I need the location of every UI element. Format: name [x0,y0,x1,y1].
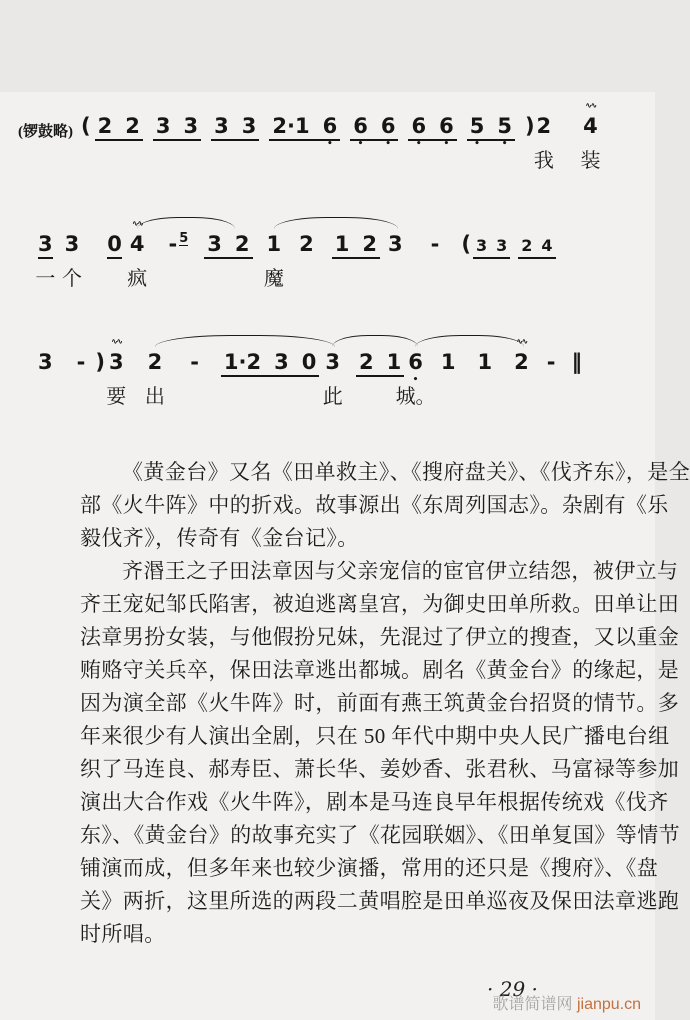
note-glyph: 0 [107,234,122,259]
note-glyph: 4 [541,236,553,255]
note-glyph: 3 [38,350,53,374]
percussion-cue-label: (锣鼓略) [18,124,73,140]
lyric-syllable: 疯 [127,268,148,290]
text-line: 织了马连良、郝寿臣、萧长华、姜妙香、张君秋、马富禄等参加 [80,757,680,781]
note-glyph: 6 [408,350,423,374]
watermark [493,991,642,1014]
watermark-site-url[interactable]: jianpu.cn [576,996,641,1013]
dash-note [190,352,199,373]
note-glyph: 1 [386,350,402,374]
note-glyph: 6 [380,114,396,138]
note [61,232,82,290]
note-glyph: ) [95,350,105,374]
dash-note [169,234,178,255]
watermark-site-name: 歌谱简谱网 [492,996,577,1013]
lyric-syllable: 我 [533,150,554,172]
note-glyph: 2 [359,350,374,374]
note [395,350,436,408]
final-barline [571,352,582,373]
text-line: 时所唱。 [80,922,166,946]
score-line-3 [0,328,655,436]
note-glyph: 6 [353,114,368,138]
beamed-note-group [467,114,515,149]
beam [221,352,319,377]
note [521,234,532,255]
text-line: 铺演而成，但多年来也较少演播，常用的还只是《搜府》、《盘 [80,856,659,880]
note-glyph: 2 [299,232,314,256]
beam [467,114,515,149]
note-glyph: 2 [97,114,113,138]
text-line: 《黄金台》又名《田单救主》、《搜府盘关》、《伐齐东》，是全 [122,460,690,484]
text-line: 齐湣王之子田法章因与父亲宠信的宦官伊立结怨，被伊立与 [122,559,679,583]
lyric-syllable: 城。 [395,386,436,408]
note-glyph: 2 [521,236,533,255]
lyric-syllable: 一 [35,268,56,290]
note-glyph: 3 [325,350,340,374]
note [461,234,471,255]
slur-arc [332,335,418,347]
note [388,234,403,255]
note-glyph: 3 [274,350,289,374]
beam [204,234,252,259]
lyric-syllable: 魔 [263,268,284,290]
note-glyph: - [76,350,86,374]
beam [332,234,380,259]
note-glyph: 2·1 [272,114,310,138]
note-glyph: 2 [147,350,163,374]
text-line: 关》两折，这里所选的两段二黄唱腔是田单巡夜及保田法章逃跑 [80,889,680,913]
note [107,234,122,259]
note [183,116,198,137]
beamed-note-group [204,234,252,259]
note-glyph: ( [81,114,91,138]
note [580,101,601,172]
note [95,352,105,373]
note [533,114,554,172]
note-glyph: 3 [38,234,53,259]
note [156,116,171,137]
octave-dot: • [385,139,392,149]
lyric-syllable: 个 [61,268,82,290]
note-glyph: 1 [440,350,456,374]
note [263,232,284,290]
slur-arc [415,335,527,347]
note-glyph: 3 [108,350,124,374]
page-number: · 29 · [487,977,538,1001]
octave-dot: • [357,139,364,149]
beam [518,234,555,259]
beamed-note-group [95,116,143,141]
note [35,232,56,290]
lyric-syllable: 出 [144,386,165,408]
note-glyph: 1 [477,350,493,374]
note-glyph: 3 [241,114,257,138]
note [496,234,507,255]
note [272,116,309,137]
note-glyph: ( [461,232,471,256]
note-glyph: 3 [207,232,222,256]
note [478,352,493,373]
beam [350,114,398,149]
note-glyph: 4 [129,232,145,256]
dash-note [77,352,86,373]
note [335,234,350,255]
note [322,114,338,149]
note [359,352,374,373]
text-line: 演出大合作戏《火牛阵》，剧本是马连良早年根据传统戏《伐齐 [80,790,669,814]
note [38,352,53,373]
lyric-syllable: 要 [106,386,127,408]
note [125,116,140,137]
note-glyph: - [168,232,178,256]
octave-dot: • [443,139,450,149]
text-line: 部《火牛阵》中的折戏。故事源出《东周列国志》。杂剧有《乐 [80,493,669,517]
note [242,116,257,137]
lyric-syllable: 装 [580,150,601,172]
octave-dot: • [326,139,333,149]
beam [473,234,510,259]
text-line: 因为演全部《火牛阵》时，前面有燕王筑黄金台招贤的情节。多 [80,691,680,715]
note [353,114,368,149]
note [302,352,317,373]
note-glyph: ) [524,114,535,138]
beam [356,352,404,377]
note [441,352,456,373]
note [476,234,487,255]
slur-arc [274,217,398,229]
note [322,350,343,408]
note [106,337,127,408]
note [541,234,552,255]
text-line: 东》、《黄金台》的故事充实了《花园联姻》、《田单复国》等情节 [80,823,680,847]
note [274,352,289,373]
dash-note [547,352,556,373]
beamed-note-group [153,116,201,141]
sheet-music [0,92,655,436]
note-glyph: 2 [125,114,140,138]
note-glyph: 2 [362,232,378,256]
note-glyph: 1·2 [223,350,262,374]
trill-icon: ∿∿ [516,337,527,346]
note [514,337,529,374]
text-line: 年来很少有人演出全剧，只在 50 年代中期中央人民广播电台组 [80,724,670,748]
slur-arc [137,217,235,229]
note [299,234,314,255]
note-glyph: - [430,232,440,256]
description-text [80,456,690,951]
note [439,114,454,149]
text-line: 法章男扮女装，与他假扮兄妹，先混过了伊立的搜查，又以重金 [80,625,680,649]
beamed-note-group [473,234,510,259]
octave-dot: • [501,139,508,149]
note-glyph: 2 [234,232,250,256]
note-glyph: 3 [183,114,199,138]
note [207,234,222,255]
trill-icon: ∿∿ [585,101,596,110]
note [144,350,165,408]
note-glyph: 5 [469,114,485,138]
note [380,114,396,149]
text-line: 毅伐齐》，传奇有《金台记》。 [80,526,359,550]
score-line-1 [0,92,655,200]
note-glyph: 1 [334,232,350,256]
note [224,352,261,373]
note-glyph: 6 [411,114,427,138]
text-line: 贿赂守关兵卒，保田法章逃出都城。剧名《黄金台》的缘起，是 [80,658,680,682]
note-glyph: - [190,350,199,374]
beamed-note-group [350,114,398,149]
note-glyph: - [546,350,556,374]
note-glyph: 3 [388,232,403,256]
score-line-2 [0,210,655,318]
note-glyph: 3 [155,114,171,138]
beamed-note-group [269,114,340,149]
slur-arc [155,335,335,347]
note-glyph: 6 [439,114,454,138]
note [525,116,535,137]
note-glyph: 0 [301,350,317,374]
beam [211,116,259,141]
note-glyph: 2 [536,114,552,138]
note [98,116,113,137]
note-glyph: 4 [583,114,598,138]
text-line: 齐王宠妃邹氏陷害，被迫逃离皇宫，为御史田单所救。田单让田 [80,592,680,616]
note [214,116,229,137]
beam [408,114,456,149]
note [179,231,189,255]
beam [153,116,201,141]
octave-dot: • [474,139,480,149]
trill-icon: ∿∿ [131,219,143,228]
beamed-note-group [211,116,259,141]
note-glyph: 2 [514,350,529,374]
trill-icon: ∿∿ [111,337,122,346]
note [497,114,512,149]
beamed-note-group [518,234,555,259]
note-glyph: 5 [497,114,512,138]
note-glyph: 3 [496,236,508,255]
book-page [0,92,690,1020]
lyric-syllable: 此 [322,386,343,408]
beamed-note-group [356,352,404,377]
octave-dot: • [412,375,419,385]
beam [269,114,340,149]
octave-dot: • [415,139,422,149]
dash-note [431,234,440,255]
note [362,234,377,255]
note-glyph: 3 [64,232,80,256]
beamed-note-group [332,234,380,259]
note [235,234,250,255]
note [469,114,485,149]
beamed-note-group [408,114,456,149]
beam [95,116,143,141]
note [81,116,91,137]
note-glyph: 3 [475,236,488,255]
note-glyph: 6 [322,114,338,138]
note-glyph: ‖ [571,350,582,374]
note [387,352,402,373]
note-glyph: 5 [179,231,189,246]
note [127,219,148,290]
note-glyph: 1 [266,232,282,256]
note [411,114,427,149]
note-glyph: 3 [214,114,229,138]
beamed-note-group [221,352,319,377]
